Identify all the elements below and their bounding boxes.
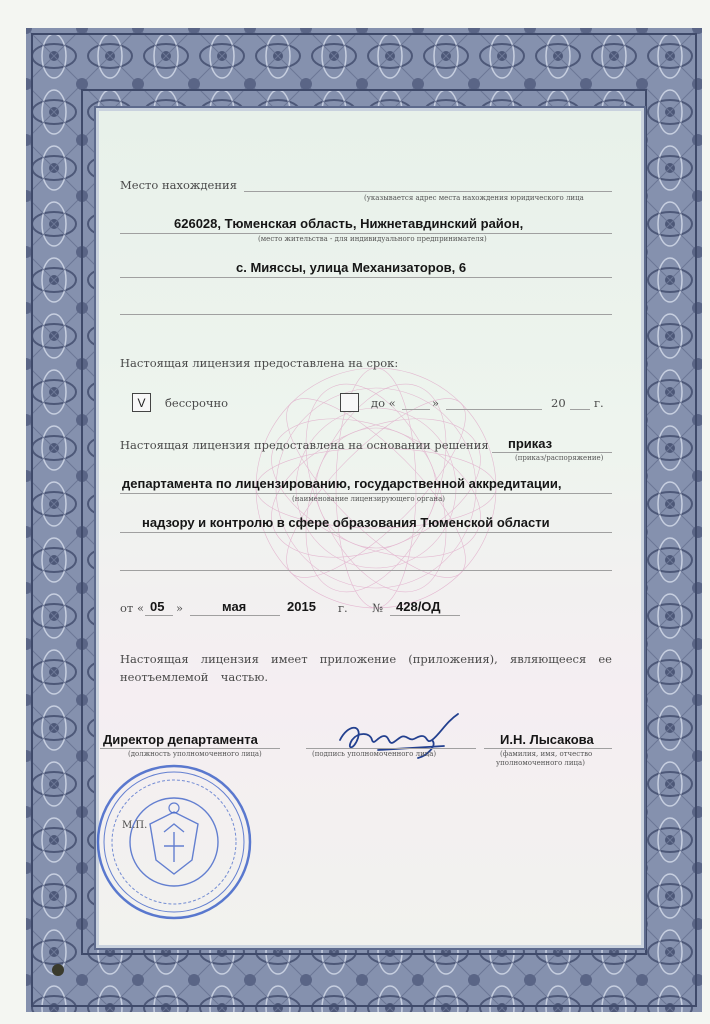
- appendix-line-2: неотъемлемой частью.: [120, 670, 268, 684]
- location-hint-legal: (указывается адрес места нахождения юридического лица: [364, 194, 584, 202]
- signatory-position: Директор департамента: [103, 732, 258, 747]
- until-quote-close: »: [432, 396, 440, 410]
- year-prefix: 20: [551, 396, 566, 410]
- date-prefix: от «: [120, 601, 144, 615]
- date-number-underline: [390, 615, 460, 616]
- official-stamp: [94, 762, 254, 922]
- date-year: 2015: [287, 599, 316, 614]
- location-line-2-underline: [120, 277, 612, 278]
- date-month: мая: [222, 599, 247, 614]
- basis-doc-type-hint: (приказ/распоряжение): [515, 454, 604, 462]
- location-line-3-underline: [120, 314, 612, 315]
- basis-doc-type: приказ: [508, 436, 553, 451]
- location-line-1-underline: [120, 233, 612, 234]
- authority-line-2-underline: [120, 532, 612, 533]
- punch-hole: [52, 964, 64, 976]
- date-month-underline: [190, 615, 280, 616]
- until-day-underline: [402, 409, 430, 410]
- location-line-1: 626028, Тюменская область, Нижнетавдинский район,: [174, 216, 524, 231]
- term-label: Настоящая лицензия предоставлена на срок:: [120, 356, 399, 370]
- name-hint-2: уполномоченного лица): [496, 759, 585, 767]
- date-number-sign: №: [372, 601, 383, 615]
- authority-line-3-underline: [120, 570, 612, 571]
- signature-underline: [306, 748, 476, 749]
- date-day-close: »: [176, 601, 184, 615]
- authority-line-1-underline: [120, 493, 612, 494]
- until-prefix: до «: [371, 396, 396, 410]
- location-hint-individual: (место жительства - для индивидуального предпринимателя): [258, 235, 487, 243]
- date-day: 05: [150, 599, 165, 614]
- signature-hint: (подпись уполномоченного лица): [312, 750, 437, 758]
- signatory-name: И.Н. Лысакова: [500, 732, 594, 747]
- authority-line-2: надзору и контролю в сфере образования Тюменской области: [142, 515, 550, 530]
- authority-hint: (наименование лицензирующего органа): [292, 495, 445, 503]
- authority-line-1: департамента по лицензированию, государственной аккредитации,: [122, 476, 562, 491]
- position-underline: [100, 748, 280, 749]
- basis-label: Настоящая лицензия предоставлена на основании решения: [120, 438, 489, 452]
- stamp-mp: М.П.: [122, 820, 148, 831]
- location-line-2: с. Мияссы, улица Механизаторов, 6: [236, 260, 467, 275]
- date-year-suffix: г.: [338, 601, 348, 615]
- date-day-underline: [145, 615, 173, 616]
- until-month-underline: [446, 409, 542, 410]
- location-underline: [244, 191, 612, 192]
- year-suffix: г.: [594, 396, 604, 410]
- until-year-underline: [570, 409, 590, 410]
- indefinite-checkbox[interactable]: V: [132, 393, 151, 412]
- location-label: Место нахождения: [120, 178, 237, 192]
- date-number: 428/ОД: [396, 599, 441, 614]
- position-hint: (должность уполномоченного лица): [128, 750, 262, 758]
- indefinite-label: бессрочно: [165, 396, 229, 410]
- name-underline: [484, 748, 612, 749]
- name-hint-1: (фамилия, имя, отчество: [500, 750, 593, 758]
- until-date-checkbox[interactable]: [340, 393, 359, 412]
- appendix-line-1: Настоящая лицензия имеет приложение (приложения), являющееся ее: [120, 652, 612, 666]
- basis-doc-type-underline: [492, 452, 612, 453]
